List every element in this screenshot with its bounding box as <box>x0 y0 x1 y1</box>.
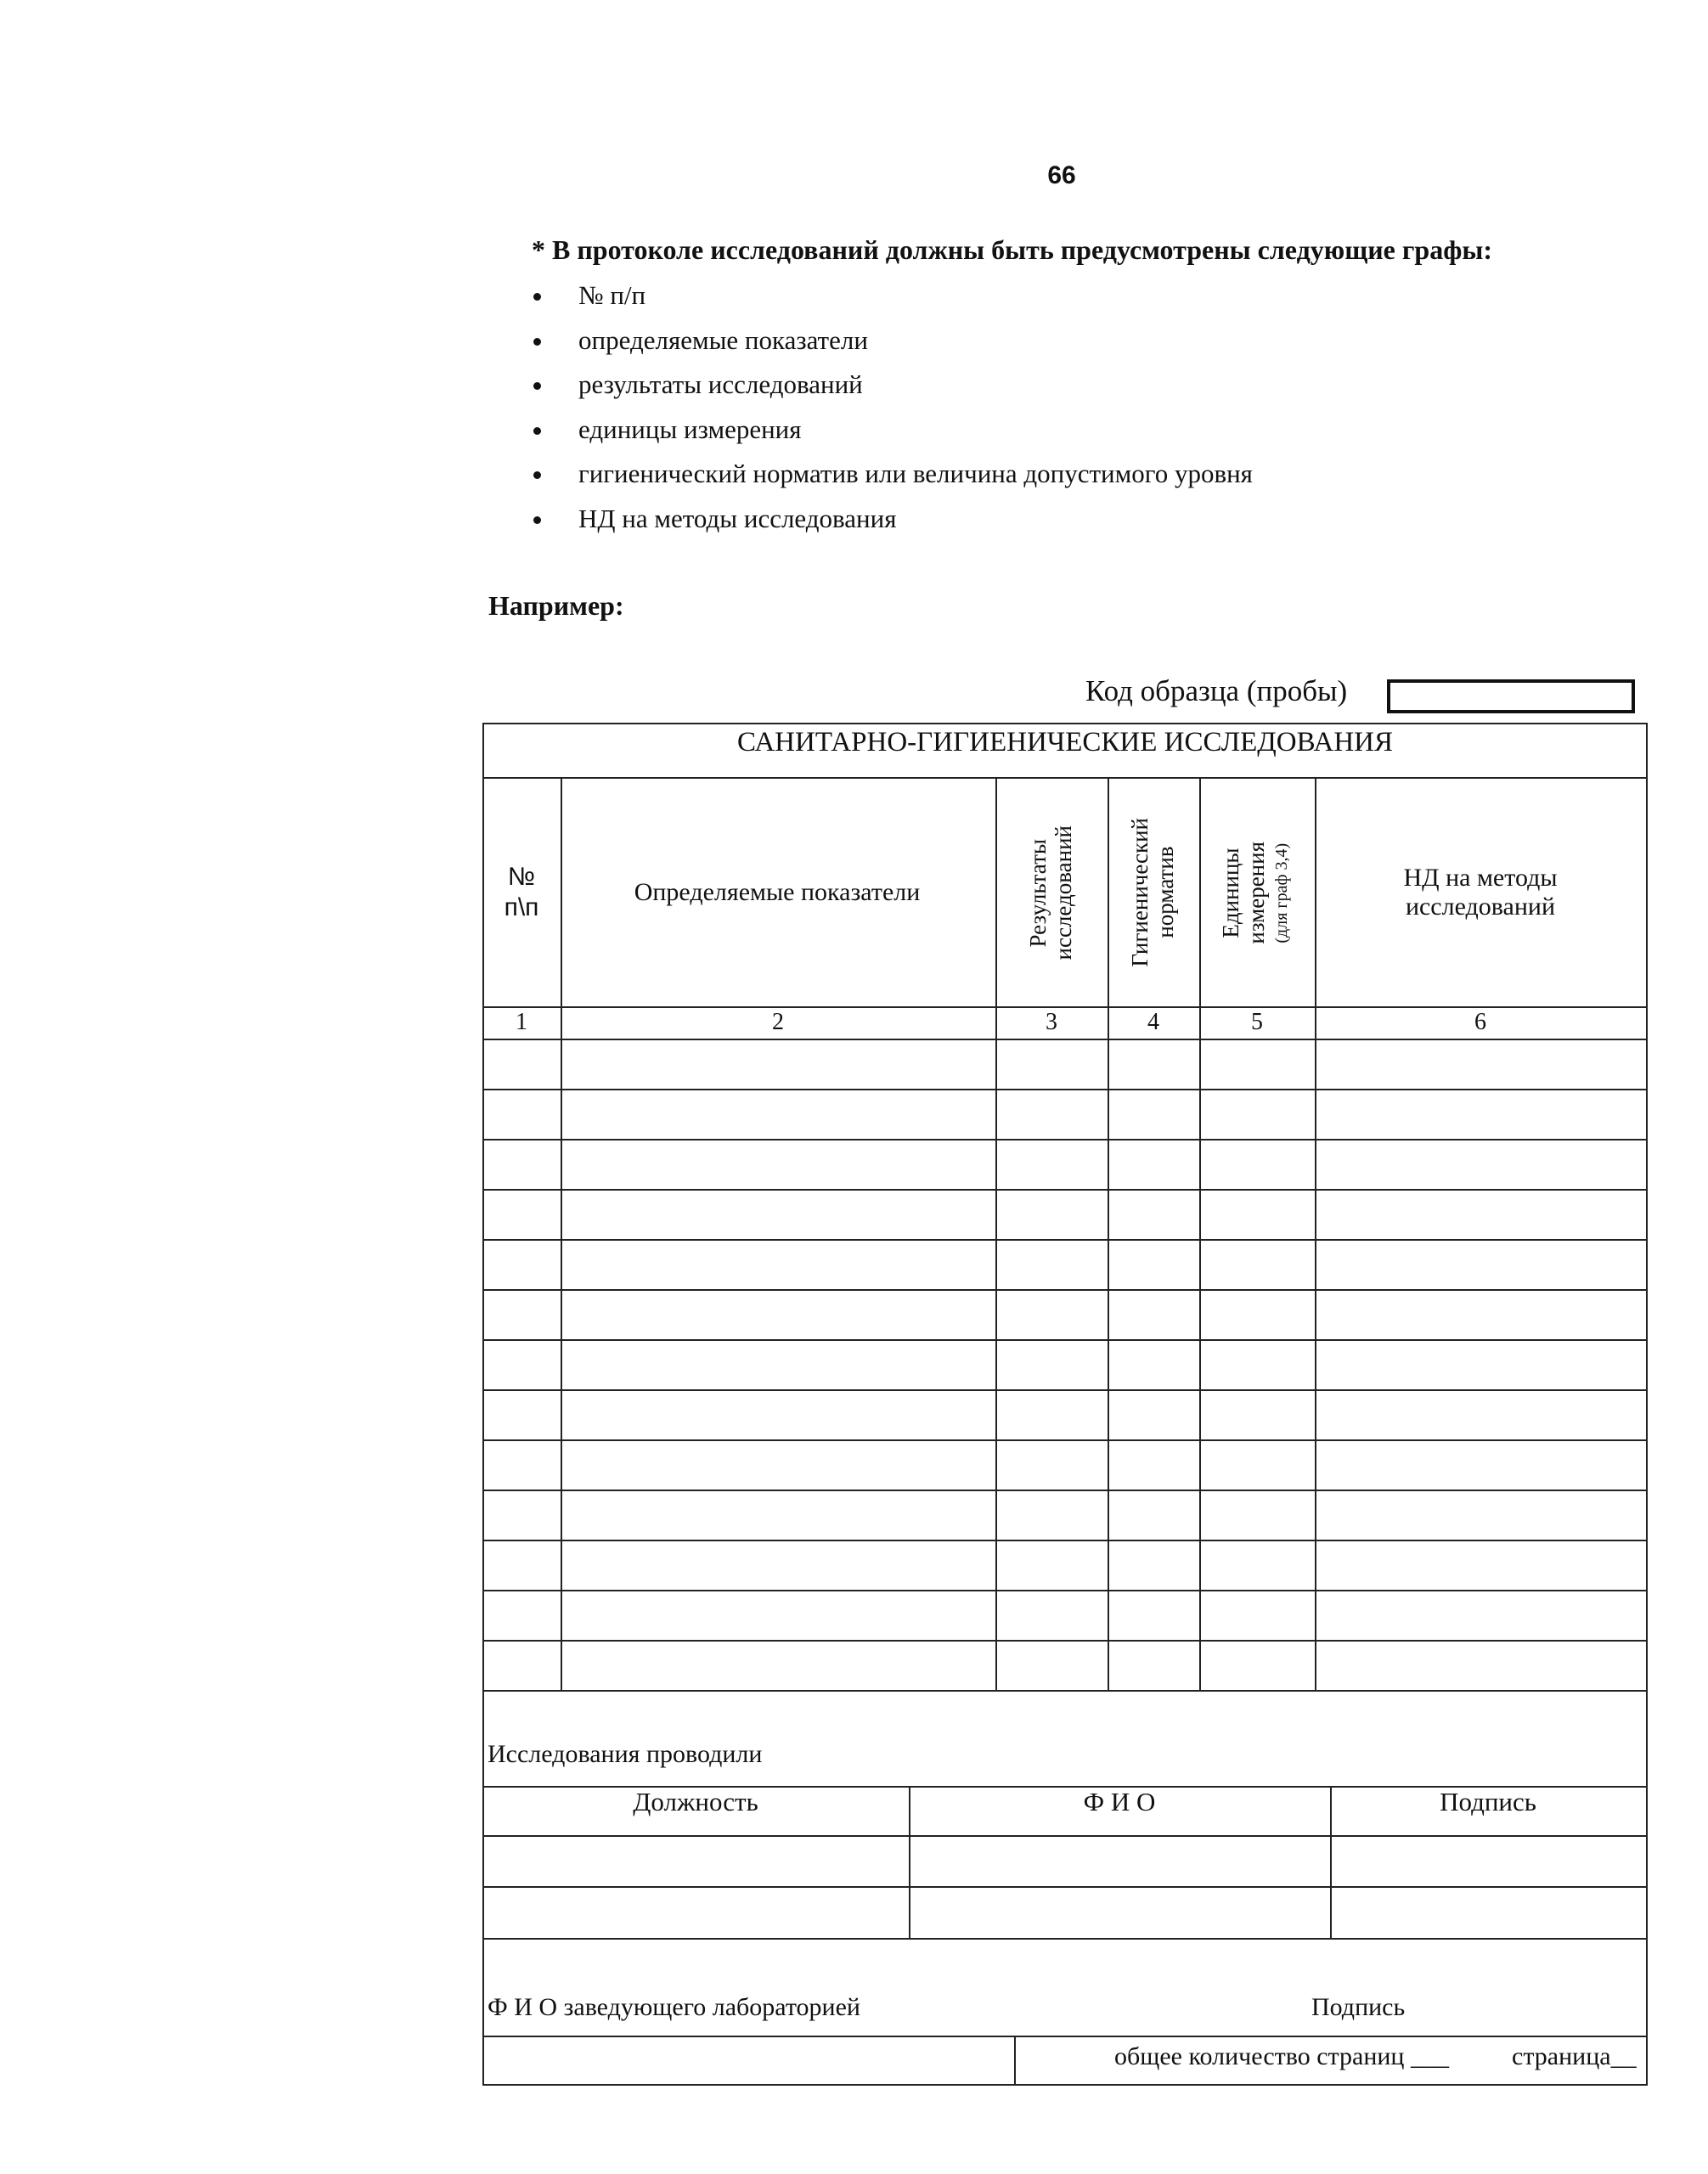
page-label: страница__ <box>1512 2042 1637 2070</box>
intro-text: * В протоколе исследований должны быть предусмотрены следующие графы: <box>532 234 1492 265</box>
bullet-icon <box>533 293 541 301</box>
header-indicators: Определяемые показатели <box>634 878 921 906</box>
conducted-by-label: Исследования проводили <box>488 1740 763 1768</box>
signature-header: Подпись <box>1440 1787 1536 1816</box>
list-item: единицы измерения <box>532 411 1253 456</box>
lab-head-name-label: Ф И О заведующего лабораторией <box>488 1993 860 2021</box>
form-border-right <box>1646 723 1648 2086</box>
required-columns-list <box>532 277 1253 545</box>
bullet-icon <box>533 382 541 390</box>
column-number-1: 1 <box>516 1009 527 1035</box>
bullet-icon <box>533 516 541 524</box>
lab-head-signature-label: Подпись <box>1311 1993 1406 2021</box>
column-number-2: 2 <box>772 1009 784 1035</box>
position-header: Должность <box>633 1787 758 1816</box>
header-methods: НД на методы исследований <box>1403 864 1558 921</box>
form-border-bottom <box>482 2084 1648 2086</box>
list-item: № п/п <box>532 277 1253 322</box>
header-number: № п\п <box>504 863 539 921</box>
name-header: Ф И О <box>1083 1787 1156 1816</box>
list-item: результаты исследований <box>532 366 1253 411</box>
list-item: гигиенический норматив или величина допустимого уровня <box>532 455 1253 500</box>
sample-code-field[interactable] <box>1387 679 1635 713</box>
header-results: Результаты исследований <box>1025 825 1076 960</box>
example-heading: Например: <box>488 590 624 621</box>
bullet-icon <box>533 427 541 435</box>
column-number-3: 3 <box>1046 1009 1057 1035</box>
page-number: 66 <box>1047 161 1076 189</box>
sample-code-label: Код образца (пробы) <box>1085 674 1348 707</box>
header-norm: Гигиенический норматив <box>1127 818 1178 967</box>
column-number-6: 6 <box>1474 1009 1486 1035</box>
column-number-5: 5 <box>1251 1009 1263 1035</box>
research-protocol-form <box>482 723 1648 2086</box>
form-title: САНИТАРНО-ГИГИЕНИЧЕСКИЕ ИССЛЕДОВАНИЯ <box>736 727 1394 758</box>
bullet-icon <box>533 471 541 479</box>
list-item: НД на методы исследования <box>532 500 1253 545</box>
total-pages-label: общее количество страниц ___ <box>1114 2042 1449 2070</box>
bullet-icon <box>533 338 541 346</box>
header-units: Единицы измерения (для граф 3,4) <box>1218 841 1291 944</box>
list-item: определяемые показатели <box>532 322 1253 367</box>
column-number-4: 4 <box>1147 1009 1159 1035</box>
